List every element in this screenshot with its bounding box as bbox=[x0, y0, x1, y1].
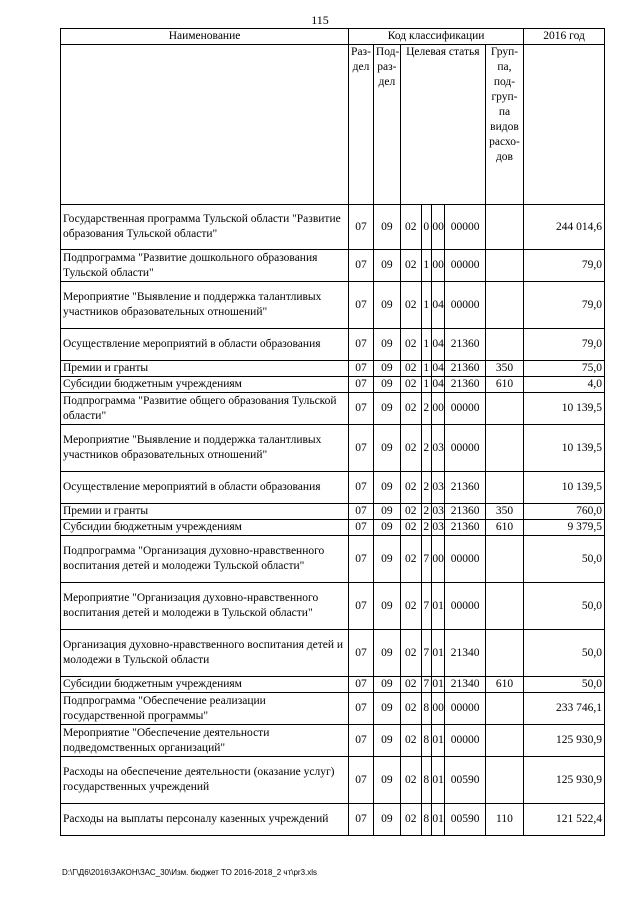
table-row bbox=[61, 472, 605, 504]
row-amount: 10 139,5 bbox=[524, 393, 605, 425]
table-row bbox=[61, 725, 605, 757]
row-podrazdel: 09 bbox=[373, 361, 400, 377]
row-amount: 79,0 bbox=[524, 250, 605, 282]
header-podrazdel: Под- раз- дел bbox=[373, 45, 400, 205]
row-name: Расходы на выплаты персоналу казенных учреждений bbox=[61, 804, 349, 836]
row-target-direction: 00000 bbox=[445, 536, 485, 583]
row-name: Подпрограмма "Развитие дошкольного образования Тульской области" bbox=[61, 250, 349, 282]
row-target-subprogram: 1 bbox=[421, 250, 431, 282]
row-amount: 50,0 bbox=[524, 536, 605, 583]
row-target-subprogram: 2 bbox=[421, 472, 431, 504]
table-row bbox=[61, 693, 605, 725]
row-target-direction: 21360 bbox=[445, 361, 485, 377]
row-target-event: 03 bbox=[431, 520, 444, 536]
row-target-direction: 21360 bbox=[445, 377, 485, 393]
row-target-direction: 21360 bbox=[445, 504, 485, 520]
row-target-direction: 00000 bbox=[445, 725, 485, 757]
row-target-subprogram: 2 bbox=[421, 520, 431, 536]
row-expense-group bbox=[485, 329, 523, 361]
row-expense-group bbox=[485, 583, 523, 630]
table-row bbox=[61, 393, 605, 425]
row-amount: 50,0 bbox=[524, 583, 605, 630]
header-target: Целевая статья bbox=[400, 45, 485, 205]
row-target-direction: 00000 bbox=[445, 393, 485, 425]
row-amount: 9 379,5 bbox=[524, 520, 605, 536]
table-body bbox=[61, 205, 605, 836]
table-row bbox=[61, 757, 605, 804]
row-target-event: 01 bbox=[431, 677, 444, 693]
row-name: Субсидии бюджетным учреждениям bbox=[61, 377, 349, 393]
row-target-subprogram: 7 bbox=[421, 536, 431, 583]
row-target-program: 02 bbox=[400, 361, 421, 377]
row-target-subprogram: 7 bbox=[421, 630, 431, 677]
row-target-direction: 00000 bbox=[445, 250, 485, 282]
row-podrazdel: 09 bbox=[373, 205, 400, 250]
row-razdel: 07 bbox=[349, 693, 374, 725]
row-target-subprogram: 0 bbox=[421, 205, 431, 250]
row-target-subprogram: 8 bbox=[421, 757, 431, 804]
row-expense-group bbox=[485, 693, 523, 725]
row-name: Мероприятие "Организация духовно-нравственного воспитания детей и молодежи в Тульской области" bbox=[61, 583, 349, 630]
row-target-subprogram: 7 bbox=[421, 583, 431, 630]
row-podrazdel: 09 bbox=[373, 282, 400, 329]
row-podrazdel: 09 bbox=[373, 677, 400, 693]
row-target-event: 03 bbox=[431, 504, 444, 520]
row-target-subprogram: 1 bbox=[421, 282, 431, 329]
row-target-program: 02 bbox=[400, 504, 421, 520]
row-target-direction: 00000 bbox=[445, 425, 485, 472]
table-row bbox=[61, 329, 605, 361]
row-razdel: 07 bbox=[349, 282, 374, 329]
row-target-subprogram: 7 bbox=[421, 677, 431, 693]
row-name: Расходы на обеспечение деятельности (оказание услуг) государственных учреждений bbox=[61, 757, 349, 804]
row-name: Подпрограмма "Развитие общего образования Тульской области" bbox=[61, 393, 349, 425]
row-target-event: 04 bbox=[431, 361, 444, 377]
row-target-program: 02 bbox=[400, 520, 421, 536]
row-target-program: 02 bbox=[400, 630, 421, 677]
row-target-event: 00 bbox=[431, 536, 444, 583]
row-podrazdel: 09 bbox=[373, 425, 400, 472]
row-expense-group bbox=[485, 250, 523, 282]
table-row bbox=[61, 205, 605, 250]
row-target-direction: 21360 bbox=[445, 329, 485, 361]
row-podrazdel: 09 bbox=[373, 250, 400, 282]
row-podrazdel: 09 bbox=[373, 504, 400, 520]
row-target-program: 02 bbox=[400, 205, 421, 250]
row-expense-group bbox=[485, 425, 523, 472]
row-amount: 10 139,5 bbox=[524, 472, 605, 504]
row-target-direction: 21360 bbox=[445, 472, 485, 504]
row-razdel: 07 bbox=[349, 329, 374, 361]
header-razdel: Раз- дел bbox=[349, 45, 374, 205]
table-row bbox=[61, 282, 605, 329]
row-podrazdel: 09 bbox=[373, 472, 400, 504]
row-target-event: 00 bbox=[431, 250, 444, 282]
row-razdel: 07 bbox=[349, 677, 374, 693]
row-expense-group bbox=[485, 472, 523, 504]
row-expense-group: 350 bbox=[485, 504, 523, 520]
row-name: Организация духовно-нравственного воспитания детей и молодежи в Тульской области bbox=[61, 630, 349, 677]
row-amount: 125 930,9 bbox=[524, 757, 605, 804]
row-podrazdel: 09 bbox=[373, 377, 400, 393]
row-podrazdel: 09 bbox=[373, 804, 400, 836]
row-target-subprogram: 1 bbox=[421, 377, 431, 393]
row-target-event: 04 bbox=[431, 282, 444, 329]
table-row bbox=[61, 583, 605, 630]
row-target-program: 02 bbox=[400, 393, 421, 425]
row-expense-group bbox=[485, 393, 523, 425]
row-expense-group bbox=[485, 536, 523, 583]
row-name: Субсидии бюджетным учреждениям bbox=[61, 520, 349, 536]
row-razdel: 07 bbox=[349, 757, 374, 804]
row-target-event: 01 bbox=[431, 725, 444, 757]
row-razdel: 07 bbox=[349, 393, 374, 425]
table-row bbox=[61, 630, 605, 677]
row-target-direction: 00000 bbox=[445, 693, 485, 725]
table-row bbox=[61, 377, 605, 393]
table-row bbox=[61, 536, 605, 583]
row-amount: 121 522,4 bbox=[524, 804, 605, 836]
row-expense-group bbox=[485, 757, 523, 804]
file-path-footer: D:\Г\Д6\2016\ЗАКОН\ЗАС_30\Изм. бюджет ТО 2016-2018_2 чт\pr3.xls bbox=[62, 868, 318, 877]
row-target-event: 03 bbox=[431, 472, 444, 504]
row-podrazdel: 09 bbox=[373, 583, 400, 630]
row-razdel: 07 bbox=[349, 536, 374, 583]
header-name-blank bbox=[61, 45, 349, 205]
row-target-subprogram: 2 bbox=[421, 425, 431, 472]
row-podrazdel: 09 bbox=[373, 630, 400, 677]
row-expense-group bbox=[485, 725, 523, 757]
row-name: Субсидии бюджетным учреждениям bbox=[61, 677, 349, 693]
row-target-event: 04 bbox=[431, 329, 444, 361]
row-podrazdel: 09 bbox=[373, 693, 400, 725]
row-target-direction: 21340 bbox=[445, 630, 485, 677]
budget-table bbox=[60, 28, 605, 836]
row-target-program: 02 bbox=[400, 377, 421, 393]
row-target-program: 02 bbox=[400, 725, 421, 757]
row-target-subprogram: 1 bbox=[421, 329, 431, 361]
row-name: Осуществление мероприятий в области образования bbox=[61, 472, 349, 504]
row-name: Осуществление мероприятий в области образования bbox=[61, 329, 349, 361]
row-expense-group bbox=[485, 205, 523, 250]
row-amount: 50,0 bbox=[524, 630, 605, 677]
table-row bbox=[61, 425, 605, 472]
row-target-program: 02 bbox=[400, 282, 421, 329]
row-expense-group: 610 bbox=[485, 377, 523, 393]
row-target-subprogram: 8 bbox=[421, 725, 431, 757]
row-name: Мероприятие "Выявление и поддержка талантливых участников образовательных отношений" bbox=[61, 282, 349, 329]
row-name: Премии и гранты bbox=[61, 504, 349, 520]
row-name: Подпрограмма "Организация духовно-нравственного воспитания детей и молодежи Тульской области" bbox=[61, 536, 349, 583]
row-amount: 75,0 bbox=[524, 361, 605, 377]
row-target-event: 01 bbox=[431, 757, 444, 804]
page-number: 115 bbox=[311, 13, 329, 27]
row-target-direction: 00590 bbox=[445, 757, 485, 804]
row-target-event: 00 bbox=[431, 205, 444, 250]
header-year-blank bbox=[524, 45, 605, 205]
table-row bbox=[61, 677, 605, 693]
row-name: Премии и гранты bbox=[61, 361, 349, 377]
row-amount: 760,0 bbox=[524, 504, 605, 520]
row-target-program: 02 bbox=[400, 472, 421, 504]
row-razdel: 07 bbox=[349, 425, 374, 472]
row-podrazdel: 09 bbox=[373, 725, 400, 757]
row-target-program: 02 bbox=[400, 250, 421, 282]
row-expense-group: 610 bbox=[485, 520, 523, 536]
row-razdel: 07 bbox=[349, 520, 374, 536]
row-target-direction: 00000 bbox=[445, 583, 485, 630]
row-target-direction: 21360 bbox=[445, 520, 485, 536]
row-target-subprogram: 8 bbox=[421, 693, 431, 725]
row-razdel: 07 bbox=[349, 504, 374, 520]
row-target-event: 01 bbox=[431, 804, 444, 836]
table-row bbox=[61, 520, 605, 536]
row-amount: 79,0 bbox=[524, 329, 605, 361]
row-podrazdel: 09 bbox=[373, 520, 400, 536]
row-razdel: 07 bbox=[349, 804, 374, 836]
row-target-program: 02 bbox=[400, 425, 421, 472]
row-target-direction: 00000 bbox=[445, 282, 485, 329]
row-razdel: 07 bbox=[349, 583, 374, 630]
row-expense-group: 110 bbox=[485, 804, 523, 836]
row-amount: 4,0 bbox=[524, 377, 605, 393]
row-expense-group bbox=[485, 630, 523, 677]
table-row bbox=[61, 504, 605, 520]
row-podrazdel: 09 bbox=[373, 393, 400, 425]
row-target-event: 01 bbox=[431, 630, 444, 677]
row-amount: 50,0 bbox=[524, 677, 605, 693]
row-target-event: 00 bbox=[431, 693, 444, 725]
row-razdel: 07 bbox=[349, 472, 374, 504]
row-name: Мероприятие "Выявление и поддержка талантливых участников образовательных отношений" bbox=[61, 425, 349, 472]
table-row bbox=[61, 361, 605, 377]
row-target-program: 02 bbox=[400, 757, 421, 804]
row-amount: 79,0 bbox=[524, 282, 605, 329]
row-target-program: 02 bbox=[400, 693, 421, 725]
row-target-program: 02 bbox=[400, 677, 421, 693]
row-amount: 10 139,5 bbox=[524, 425, 605, 472]
row-target-subprogram: 2 bbox=[421, 393, 431, 425]
row-target-program: 02 bbox=[400, 536, 421, 583]
row-target-event: 04 bbox=[431, 377, 444, 393]
table-row bbox=[61, 804, 605, 836]
row-target-program: 02 bbox=[400, 583, 421, 630]
row-target-direction: 00000 bbox=[445, 205, 485, 250]
header-code: Код классификации bbox=[349, 29, 524, 45]
header-row-2 bbox=[61, 45, 605, 205]
header-row-1 bbox=[61, 29, 605, 45]
row-razdel: 07 bbox=[349, 725, 374, 757]
row-target-event: 00 bbox=[431, 393, 444, 425]
table-row bbox=[61, 250, 605, 282]
row-target-subprogram: 2 bbox=[421, 504, 431, 520]
row-razdel: 07 bbox=[349, 377, 374, 393]
row-target-subprogram: 8 bbox=[421, 804, 431, 836]
row-target-program: 02 bbox=[400, 804, 421, 836]
row-podrazdel: 09 bbox=[373, 757, 400, 804]
row-name: Государственная программа Тульской области "Развитие образования Тульской области" bbox=[61, 205, 349, 250]
row-expense-group: 610 bbox=[485, 677, 523, 693]
row-podrazdel: 09 bbox=[373, 536, 400, 583]
row-razdel: 07 bbox=[349, 250, 374, 282]
row-target-direction: 21340 bbox=[445, 677, 485, 693]
row-amount: 244 014,6 bbox=[524, 205, 605, 250]
row-razdel: 07 bbox=[349, 361, 374, 377]
row-target-event: 03 bbox=[431, 425, 444, 472]
row-amount: 125 930,9 bbox=[524, 725, 605, 757]
row-name: Подпрограмма "Обеспечение реализации государственной программы" bbox=[61, 693, 349, 725]
row-amount: 233 746,1 bbox=[524, 693, 605, 725]
row-target-event: 01 bbox=[431, 583, 444, 630]
row-podrazdel: 09 bbox=[373, 329, 400, 361]
row-target-subprogram: 1 bbox=[421, 361, 431, 377]
row-target-direction: 00590 bbox=[445, 804, 485, 836]
row-razdel: 07 bbox=[349, 205, 374, 250]
header-year: 2016 год bbox=[524, 29, 605, 45]
row-expense-group: 350 bbox=[485, 361, 523, 377]
row-razdel: 07 bbox=[349, 630, 374, 677]
row-target-program: 02 bbox=[400, 329, 421, 361]
row-name: Мероприятие "Обеспечение деятельности подведомственных организаций" bbox=[61, 725, 349, 757]
header-name: Наименование bbox=[61, 29, 349, 45]
header-group: Груп- па, под- груп- па видов расхо- дов bbox=[485, 45, 523, 205]
row-expense-group bbox=[485, 282, 523, 329]
